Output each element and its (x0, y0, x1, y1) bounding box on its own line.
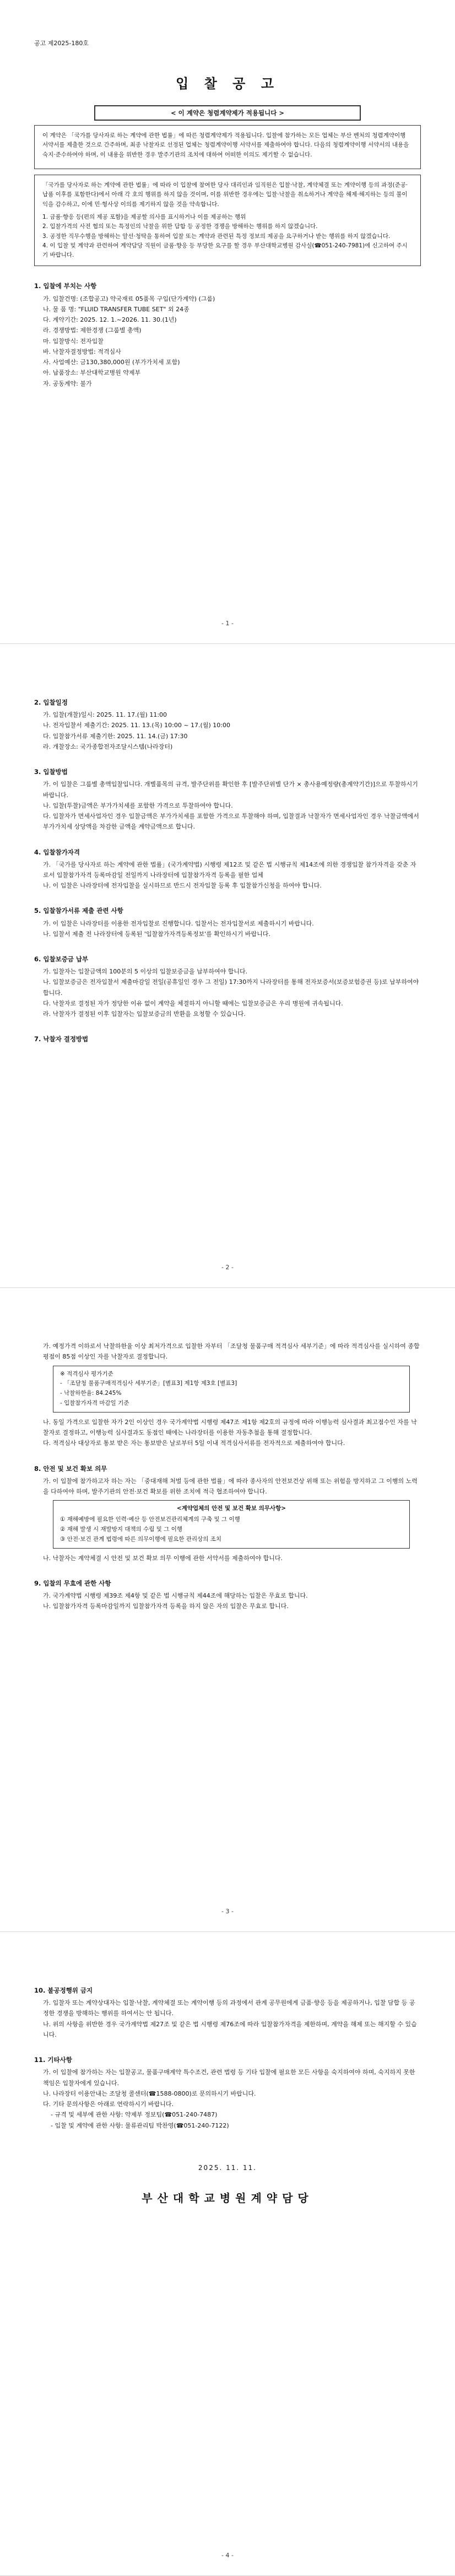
safety-line: ② 재해 발생 시 재발방지 대책의 수립 및 그 이행 (60, 1525, 183, 1533)
integrity-notice-heading: < 이 계약은 청렴계약제가 적용됩니다 > (94, 105, 361, 121)
section-7 (34, 1341, 421, 1449)
list-item: 가. 국가계약법 시행령 제39조 제4항 및 같은 법 시행규칙 제44조에 해당하는 입찰은 무효로 합니다. (43, 1592, 308, 1599)
list-item: 가. 「국가를 당사자로 하는 계약에 관한 법률」(국가계약법) 시행령 제12조 및 같은 법 시행규칙 제14조에 의한 경쟁입찰 참가자격을 갖춘 자로서 입찰참가자격 등록마감일 전일까지 나라장터에 입찰참가자격 등록을 필한 업체 (43, 861, 416, 879)
page-1 (0, 0, 455, 644)
section-heading: 7. 낙찰자 결정방법 (34, 1035, 89, 1043)
list-item: 가. 예정가격 이하로서 낙찰하한율 이상 최저가격으로 입찰한 자부터 「조달청 물품구매 적격심사 세부기준」에 따라 적격심사를 실시하여 종합평점이 85점 이상인 자를 낙찰자로 결정합니다. (43, 1343, 420, 1361)
list-item: 나. 입찰서 제출 전 나라장터에 등록된 '입찰참가자격등록정보'를 확인하시기 바랍니다. (43, 930, 270, 938)
list-item: 나. 입찰참가자격 등록마감일까지 입찰참가자격 등록을 하지 않은 자의 입찰은 무효로 합니다. (43, 1603, 289, 1610)
section-5 (34, 905, 421, 939)
section-heading: 1. 입찰에 부치는 사항 (34, 282, 97, 290)
section-heading: 11. 기타사항 (34, 2056, 72, 2064)
section-heading: 9. 입찰의 무효에 관한 사항 (34, 1579, 111, 1587)
section-heading: 6. 입찰보증금 납부 (34, 955, 89, 963)
criteria-line: - 입찰참가자격 마감일 기준 (60, 1400, 129, 1407)
safety-duty-box (53, 1500, 410, 1548)
list-item: 가. 이 입찰은 나라장터를 이용한 전자입찰로 진행합니다. 입찰서는 전자입찰서로 제출하시기 바랍니다. (43, 919, 314, 927)
contact-line: - 입찰 및 계약에 관한 사항: 물류관리팀 박찬영(☎051-240-7122) (51, 2122, 229, 2129)
list-item: 나. 전자입찰서 제출기간: 2025. 11. 13.(목) 10:00 ~ 17.(월) 10:00 (43, 722, 230, 729)
section-heading: 3. 입찰방법 (34, 768, 68, 776)
list-item: 나. 위의 사항을 위반한 경우 국가계약법 제27조 및 같은 법 시행령 제76조에 따라 입찰참가자격을 제한하며, 계약을 해제 또는 해지할 수 있습니다. (43, 2020, 417, 2038)
integrity-item: 3. 공정한 직무수행을 방해하는 알선·청탁을 통하여 입찰 또는 계약과 관련된 특정 정보의 제공을 요구하거나 받는 행위를 하지 않겠습니다. (42, 232, 391, 240)
section-heading: 8. 안전 및 보건 확보 의무 (34, 1464, 107, 1473)
integrity-item: 2. 입찰가격의 사전 협의 또는 특정인의 낙찰을 위한 담합 등 공정한 경쟁을 방해하는 행위를 하지 않겠습니다. (42, 223, 318, 230)
page-number: - 2 - (0, 1264, 455, 1271)
list-item: 다. 적격심사 대상자로 통보 받은 자는 통보받은 날로부터 5일 이내 적격심사서류를 전자적으로 제출하여야 합니다. (43, 1439, 345, 1447)
section-4 (34, 847, 421, 891)
doc-title: 입 찰 공 고 (176, 76, 279, 91)
doc-number: 공고 제2025-180호 (34, 40, 89, 47)
section-9 (34, 1578, 421, 1612)
list-item: 가. 입찰자 또는 계약상대자는 입찰·낙찰, 계약체결 또는 계약이행 등의 과정에서 관계 공무원에게 금품·향응 등을 제공하거나, 입찰 담합 등 공정한 경쟁을 방해하는 행위를 하여서는 안 됩니다. (43, 1999, 415, 2017)
criteria-box-title: ※ 적격심사 평가기준 (60, 1370, 113, 1377)
section-heading: 5. 입찰참가서류 제출 관련 사항 (34, 907, 123, 915)
safety-line: ③ 안전·보건 관계 법령에 따른 의무이행에 필요한 관리상의 조치 (60, 1535, 222, 1543)
list-item: 아. 납품장소: 부산대학교병원 약제부 (43, 369, 141, 377)
page-4 (0, 1932, 455, 2576)
closing-block (34, 2164, 421, 2205)
page-3 (0, 1288, 455, 1932)
list-item: 바. 낙찰자결정방법: 적격심사 (43, 348, 121, 355)
list-item: 가. 입찰건명: (조합공고) 약국재료 05품목 구입(단가계약) (그룹) (43, 295, 215, 302)
list-item: 가. 입찰(개찰)일시: 2025. 11. 17.(월) 11:00 (43, 711, 167, 719)
list-item: 마. 입찰방식: 전자입찰 (43, 337, 104, 345)
list-item: 나. 물 품 명: "FLUID TRANSFER TUBE SET" 외 24종 (43, 305, 189, 313)
list-item: 라. 낙찰자가 결정된 이후 입찰자는 입찰보증금의 반환을 요청할 수 있습니다. (43, 1010, 246, 1018)
list-item: 나. 이 입찰은 나라장터에 전자입찰을 실시하므로 반드시 전자입찰 등록 후 입찰참가신청을 하여야 합니다. (43, 882, 322, 890)
section-7-heading (34, 1033, 421, 1045)
criteria-line: - 낙찰하한율: 84.245% (60, 1390, 122, 1397)
section-heading: 10. 불공정행위 금지 (34, 1987, 93, 1994)
list-item: 나. 낙찰자는 계약체결 시 안전 및 보건 확보 의무 이행에 관한 서약서를 제출하여야 합니다. (43, 1554, 283, 1562)
list-item: 나. 입찰보증금은 전자입찰서 제출마감일 전일(공휴일인 경우 그 전일) 17:30까지 나라장터를 통해 전자보증서(보증보험증권 등)로 납부하여야 합니다. (43, 978, 419, 997)
section-6 (34, 954, 421, 1019)
page-number: - 1 - (0, 620, 455, 627)
list-item: 가. 이 입찰에 참가하는 자는 입찰공고, 물품구매계약 특수조건, 관련 법령 등 기타 입찰에 필요한 모든 사항을 숙지하여야 하며, 숙지하지 못한 책임은 입찰자에게 있습니다. (43, 2069, 415, 2087)
list-item: 나. 입찰(투찰)금액은 부가가치세를 포함한 가격으로 투찰하여야 합니다. (43, 802, 233, 809)
list-item: 라. 경쟁방법: 제한경쟁 (그룹별 총액) (43, 327, 142, 334)
section-heading: 2. 입찰일정 (34, 699, 68, 706)
list-item: 다. 입찰자가 면세사업자인 경우 입찰금액은 부가가치세를 포함한 가격으로 투찰해야 하며, 입찰결과 낙찰자가 면세사업자인 경우 낙찰금액에서 부가가치세 상당액을 차감한 금액을 계약금액으로 합니다. (43, 813, 419, 831)
section-11 (34, 2054, 421, 2131)
integrity-pledge-box (34, 125, 421, 169)
integrity-paragraph-1: 이 계약은 「국가를 당사자로 하는 계약에 관한 법률」에 따른 청렴계약제가 적용됩니다. 입찰에 참가하는 모든 업체는 부산 벤처의 청렴계약이행 서약서를 제출한 것으로 간주하며, 최종 낙찰자로 선정된 업체는 청렴계약이행 서약서를 제출하여야 합니다. 다음의 청렴계약이행 서약서의 내용을 숙지·준수하여야 하며, 이 내용을 위반한 경우 발주기관의 조치에 대하여 어떠한 이의도 제기할 수 없습니다. (42, 132, 409, 158)
list-item: 다. 기타 문의사항은 아래로 연락하시기 바랍니다. (43, 2101, 174, 2108)
list-item: 나. 나라장터 이용안내는 조달청 콜센터(☎1588-0800)로 문의하시기 바랍니다. (43, 2090, 256, 2097)
section-2 (34, 697, 421, 752)
page-number: - 3 - (0, 1908, 455, 1915)
list-item: 자. 공동계약: 불가 (43, 380, 92, 387)
list-item: 가. 입찰자는 입찰금액의 100분의 5 이상의 입찰보증금을 납부하여야 합니다. (43, 968, 248, 976)
safety-line: ① 재해예방에 필요한 인력·예산 등 안전보건관리체계의 구축 및 그 이행 (60, 1516, 240, 1523)
list-item: 다. 입찰참가서류 제출기한: 2025. 11. 14.(금) 17:30 (43, 732, 188, 740)
list-item: 가. 이 입찰은 그룹별 총액입찰입니다. 개별품목의 규격, 발주단위를 확인한 후 [발주단위별 단가 × 총사용예정량(총계약기간)]으로 투찰하시기 바랍니다. (43, 781, 418, 799)
integrity-item: 4. 이 입찰 및 계약과 관련하여 계약담당 직원이 금품·향응 등 부당한 요구를 할 경우 부산대학교병원 감사실(☎051-240-7981)에 신고하여 주시기 바랍니다. (42, 242, 408, 259)
section-1 (34, 280, 421, 388)
page-2 (0, 644, 455, 1288)
criteria-line: - 「조달청 물품구매적격심사 세부기준」[별표3] 제1항 제3호 [별표3] (60, 1380, 237, 1387)
section-10 (34, 1985, 421, 2040)
section-8 (34, 1463, 421, 1563)
page-number: - 4 - (0, 2552, 455, 2559)
contact-line: - 규격 및 세부에 관한 사항: 약제부 정보팀(☎051-240-7487) (51, 2111, 218, 2119)
section-3 (34, 766, 421, 832)
list-item: 라. 개찰장소: 국가종합전자조달시스템(나라장터) (43, 743, 173, 750)
safety-box-title: <계약업체의 안전 및 보건 확보 의무사항> (176, 1505, 286, 1512)
section-heading: 4. 입찰참가자격 (34, 848, 80, 856)
integrity-paragraph-2: 「국가를 당사자로 하는 계약에 관한 법률」에 따라 이 입찰에 참여한 당사 대리인과 임직원은 입찰·낙찰, 계약체결 또는 계약이행 등의 과정(준공·납품 이후를 포함한다)에서 아래 각 호의 행위를 하지 않을 것이며, 이를 위반한 경우에는 입찰·낙찰을 취소하거나 계약을 해제·해지하는 등의 불이익을 감수하고, 이에 민·형사상 이의를 제기하지 않을 것을 약속합니다. (42, 181, 408, 208)
list-item: 가. 이 입찰에 참가하고자 하는 자는 「중대재해 처벌 등에 관한 법률」에 따라 종사자의 안전보건상 위해 또는 위험을 방지하고 그 이행의 노력을 다하여야 하며, 발주기관의 안전·보건 확보를 위한 조치에 적극 협조하여야 합니다. (43, 1477, 418, 1495)
integrity-item: 1. 금품·향응 등(편의 제공 포함)을 제공할 의사를 표시하거나 이를 제공하는 행위 (42, 213, 246, 220)
integrity-pledge-box-2 (34, 175, 421, 267)
criteria-box (53, 1366, 410, 1413)
issuing-organization: 부산대학교병원계약담당 (142, 2191, 313, 2205)
list-item: 다. 낙찰자로 결정된 자가 정당한 이유 없이 계약을 체결하지 아니할 때에는 입찰보증금은 우리 병원에 귀속됩니다. (43, 999, 343, 1007)
list-item: 다. 계약기간: 2025. 12. 1.~2026. 11. 30.(1년) (43, 316, 177, 324)
list-item: 사. 사업예산: 금130,380,000원 (부가가치세 포함) (43, 359, 180, 366)
notice-date: 2025. 11. 11. (198, 2163, 257, 2172)
list-item: 나. 동일 가격으로 입찰한 자가 2인 이상인 경우 국가계약법 시행령 제47조 제1항 제2호의 규정에 따라 이행능력 심사결과 최고점수인 자를 낙찰자로 결정하고, 이행능력 심사결과도 동점인 때에는 나라장터를 이용한 자동추첨을 통해 결정합니다. (43, 1418, 417, 1437)
